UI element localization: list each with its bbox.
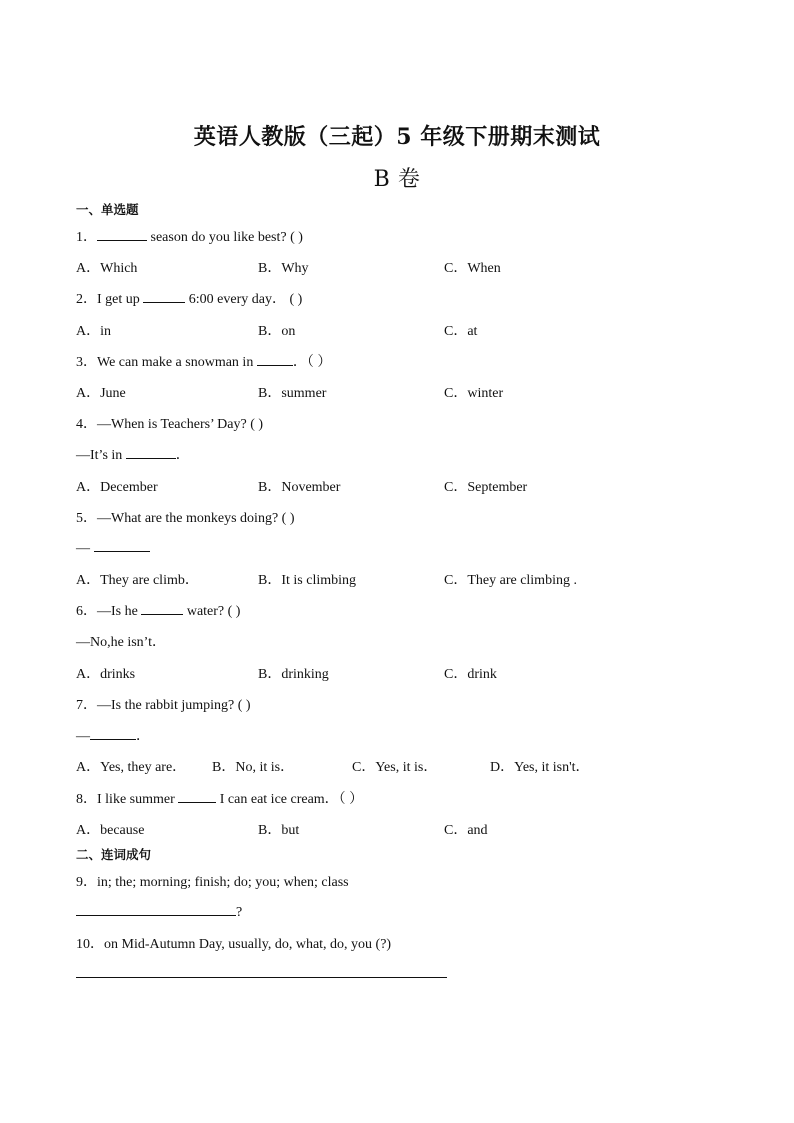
option-c[interactable]: C．When (444, 261, 501, 276)
question-9: 9．in; the; morning; finish; do; you; when; class (76, 875, 349, 890)
option-a[interactable]: A．in (76, 324, 111, 339)
question-10: 10．on Mid-Autumn Day, usually, do, what, do, you (?) (76, 937, 392, 952)
question-text: 8．I like summer (76, 792, 179, 807)
question-text: season do you like best? ( ) (147, 230, 303, 245)
option-b[interactable]: B．It is climbing (258, 573, 356, 588)
document-subtitle: B 卷 (373, 167, 421, 192)
answer-blank[interactable] (257, 352, 293, 366)
question-3 (76, 351, 331, 371)
option-b[interactable]: B．summer (258, 386, 327, 401)
reply-text: ． (136, 729, 150, 744)
option-a[interactable]: A．June (76, 386, 126, 401)
option-d[interactable]: D．Yes, it isn't． (490, 760, 590, 775)
option-a[interactable]: A．drinks (76, 667, 136, 682)
answer-blank[interactable] (90, 726, 136, 740)
question-8 (76, 788, 363, 808)
reply-text: —It’s in (76, 448, 126, 463)
reply-text: — (76, 729, 90, 744)
answer-blank[interactable] (141, 601, 183, 615)
question-7-reply (76, 725, 150, 745)
question-number: 1． (76, 230, 97, 245)
question-6-reply: —No,he isn’t． (76, 635, 166, 650)
question-9-answer (76, 902, 242, 921)
question-5: 5．—What are the monkeys doing? ( ) (76, 511, 295, 526)
option-c[interactable]: C．September (444, 480, 528, 495)
option-b[interactable]: B．November (258, 480, 341, 495)
question-4: 4．—When is Teachers’ Day? ( ) (76, 417, 264, 432)
question-text: 2．I get up (76, 292, 144, 307)
question-text: water? ( ) (183, 604, 241, 619)
option-b[interactable]: B．but (258, 823, 300, 838)
option-c[interactable]: C．and (444, 823, 488, 838)
question-text: ．（ ） (292, 355, 332, 370)
answer-line[interactable] (76, 977, 447, 978)
question-text: I can eat ice cream．（ ） (216, 792, 364, 807)
option-c[interactable]: C．They are climbing . (444, 573, 577, 588)
document-title: 英语人教版（三起）5 年级下册期末测试 (193, 124, 601, 150)
question-7: 7．—Is the rabbit jumping? ( ) (76, 698, 251, 713)
option-a[interactable]: A．because (76, 823, 145, 838)
option-a[interactable]: A．They are climb． (76, 573, 199, 588)
section-heading-sentence-building: 二、连词成句 (76, 847, 152, 862)
answer-blank[interactable] (94, 538, 150, 552)
question-5-reply (76, 538, 150, 557)
question-text: 6:00 every day． ( ) (185, 292, 303, 307)
answer-blank[interactable] (76, 902, 236, 916)
question-text: 3．We can make a snowman in (76, 355, 257, 370)
answer-end-mark: ? (236, 905, 243, 920)
answer-blank[interactable] (97, 227, 147, 241)
option-c[interactable]: C．Yes, it is． (352, 760, 438, 775)
option-a[interactable]: A．Which (76, 261, 138, 276)
reply-text: ． (175, 448, 190, 463)
question-text: 6．—Is he (76, 604, 142, 619)
option-b[interactable]: B．drinking (258, 667, 329, 682)
option-c[interactable]: C．at (444, 324, 478, 339)
option-b[interactable]: B．No, it is． (212, 760, 295, 775)
option-b[interactable]: B．on (258, 324, 296, 339)
answer-blank[interactable] (143, 289, 185, 303)
option-a[interactable]: A．Yes, they are． (76, 760, 187, 775)
question-1 (76, 226, 303, 246)
option-c[interactable]: C．drink (444, 667, 497, 682)
option-c[interactable]: C．winter (444, 386, 504, 401)
question-4-reply (76, 444, 190, 464)
answer-blank[interactable] (126, 445, 176, 459)
question-2 (76, 288, 302, 308)
answer-blank[interactable] (178, 789, 216, 803)
section-heading-single-choice: 一、单选题 (76, 202, 139, 217)
question-6 (76, 600, 240, 620)
reply-text: — (76, 541, 94, 556)
option-b[interactable]: B．Why (258, 261, 309, 276)
option-a[interactable]: A．December (76, 480, 158, 495)
